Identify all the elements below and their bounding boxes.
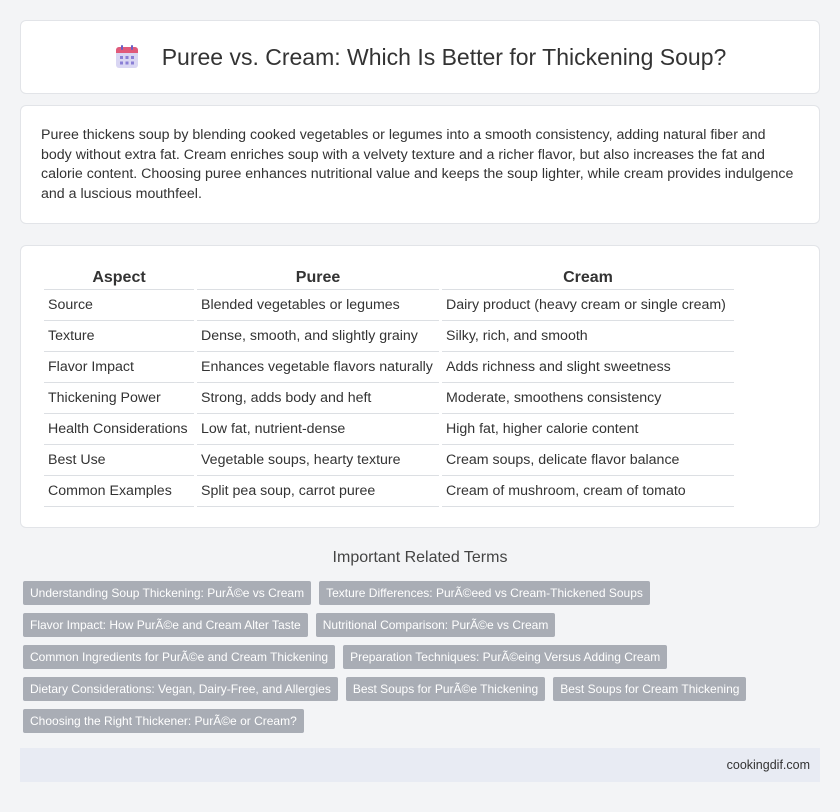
related-term-tag[interactable]: Preparation Techniques: PurÃ©eing Versus Adding Cream — [343, 645, 667, 669]
cell-puree: Dense, smooth, and slightly grainy — [197, 321, 439, 352]
table-row — [44, 445, 734, 476]
footer-site-link[interactable]: cookingdif.com — [726, 758, 810, 772]
intro-paragraph: Puree thickens soup by blending cooked vegetables or legumes into a smooth consistency, adding natural fiber and body without extra fat. Cream enriches soup with a velvety texture and a richer flavor, but also increases the fat and calorie content. Choosing puree enhances nutritional value and keeps the soup lighter, while cream provides indulgence and a luscious mouthfeel. — [41, 127, 794, 202]
cell-cream: Adds richness and slight sweetness — [442, 352, 734, 383]
table-row — [44, 476, 734, 507]
cell-cream: Cream of mushroom, cream of tomato — [442, 476, 734, 507]
table-row — [44, 383, 734, 414]
footer — [20, 748, 820, 782]
cell-cream: Silky, rich, and smooth — [442, 321, 734, 352]
cell-aspect: Common Examples — [44, 476, 194, 507]
title-card — [20, 20, 820, 94]
page-title: Puree vs. Cream: Which Is Better for Thickening Soup? — [161, 43, 727, 70]
cell-aspect: Health Considerations — [44, 414, 194, 445]
related-term-tag[interactable]: Understanding Soup Thickening: PurÃ©e vs Cream — [23, 581, 311, 605]
cell-puree: Low fat, nutrient-dense — [197, 414, 439, 445]
related-term-tag[interactable]: Dietary Considerations: Vegan, Dairy-Free, and Allergies — [23, 677, 338, 701]
related-terms-list — [23, 581, 823, 733]
related-term-tag[interactable]: Nutritional Comparison: PurÃ©e vs Cream — [316, 613, 556, 637]
cell-aspect: Flavor Impact — [44, 352, 194, 383]
related-term-tag[interactable]: Best Soups for Cream Thickening — [553, 677, 746, 701]
cell-cream: Dairy product (heavy cream or single cream) — [442, 290, 734, 321]
table-header-row — [44, 266, 734, 290]
calendar-icon — [114, 44, 140, 70]
cell-aspect: Best Use — [44, 445, 194, 476]
table-row — [44, 414, 734, 445]
related-terms-title: Important Related Terms — [332, 549, 508, 566]
cell-aspect: Source — [44, 290, 194, 321]
cell-puree: Enhances vegetable flavors naturally — [197, 352, 439, 383]
header-aspect: Aspect — [44, 266, 194, 290]
related-term-tag[interactable]: Flavor Impact: How PurÃ©e and Cream Alter Taste — [23, 613, 308, 637]
table-row — [44, 352, 734, 383]
cell-cream: High fat, higher calorie content — [442, 414, 734, 445]
title-wrap — [114, 44, 727, 71]
cell-puree: Strong, adds body and heft — [197, 383, 439, 414]
cell-puree: Blended vegetables or legumes — [197, 290, 439, 321]
intro-card — [20, 105, 820, 224]
comparison-table-card — [20, 245, 820, 528]
cell-puree: Split pea soup, carrot puree — [197, 476, 439, 507]
cell-puree: Vegetable soups, hearty texture — [197, 445, 439, 476]
related-term-tag[interactable]: Best Soups for PurÃ©e Thickening — [346, 677, 545, 701]
cell-aspect: Texture — [44, 321, 194, 352]
header-cream: Cream — [442, 266, 734, 290]
header-puree: Puree — [197, 266, 439, 290]
related-term-tag[interactable]: Texture Differences: PurÃ©eed vs Cream-Thickened Soups — [319, 581, 650, 605]
comparison-table — [41, 266, 737, 507]
table-row — [44, 321, 734, 352]
cell-cream: Moderate, smoothens consistency — [442, 383, 734, 414]
related-term-tag[interactable]: Choosing the Right Thickener: PurÃ©e or Cream? — [23, 709, 304, 733]
table-row — [44, 290, 734, 321]
related-term-tag[interactable]: Common Ingredients for PurÃ©e and Cream Thickening — [23, 645, 335, 669]
cell-cream: Cream soups, delicate flavor balance — [442, 445, 734, 476]
cell-aspect: Thickening Power — [44, 383, 194, 414]
